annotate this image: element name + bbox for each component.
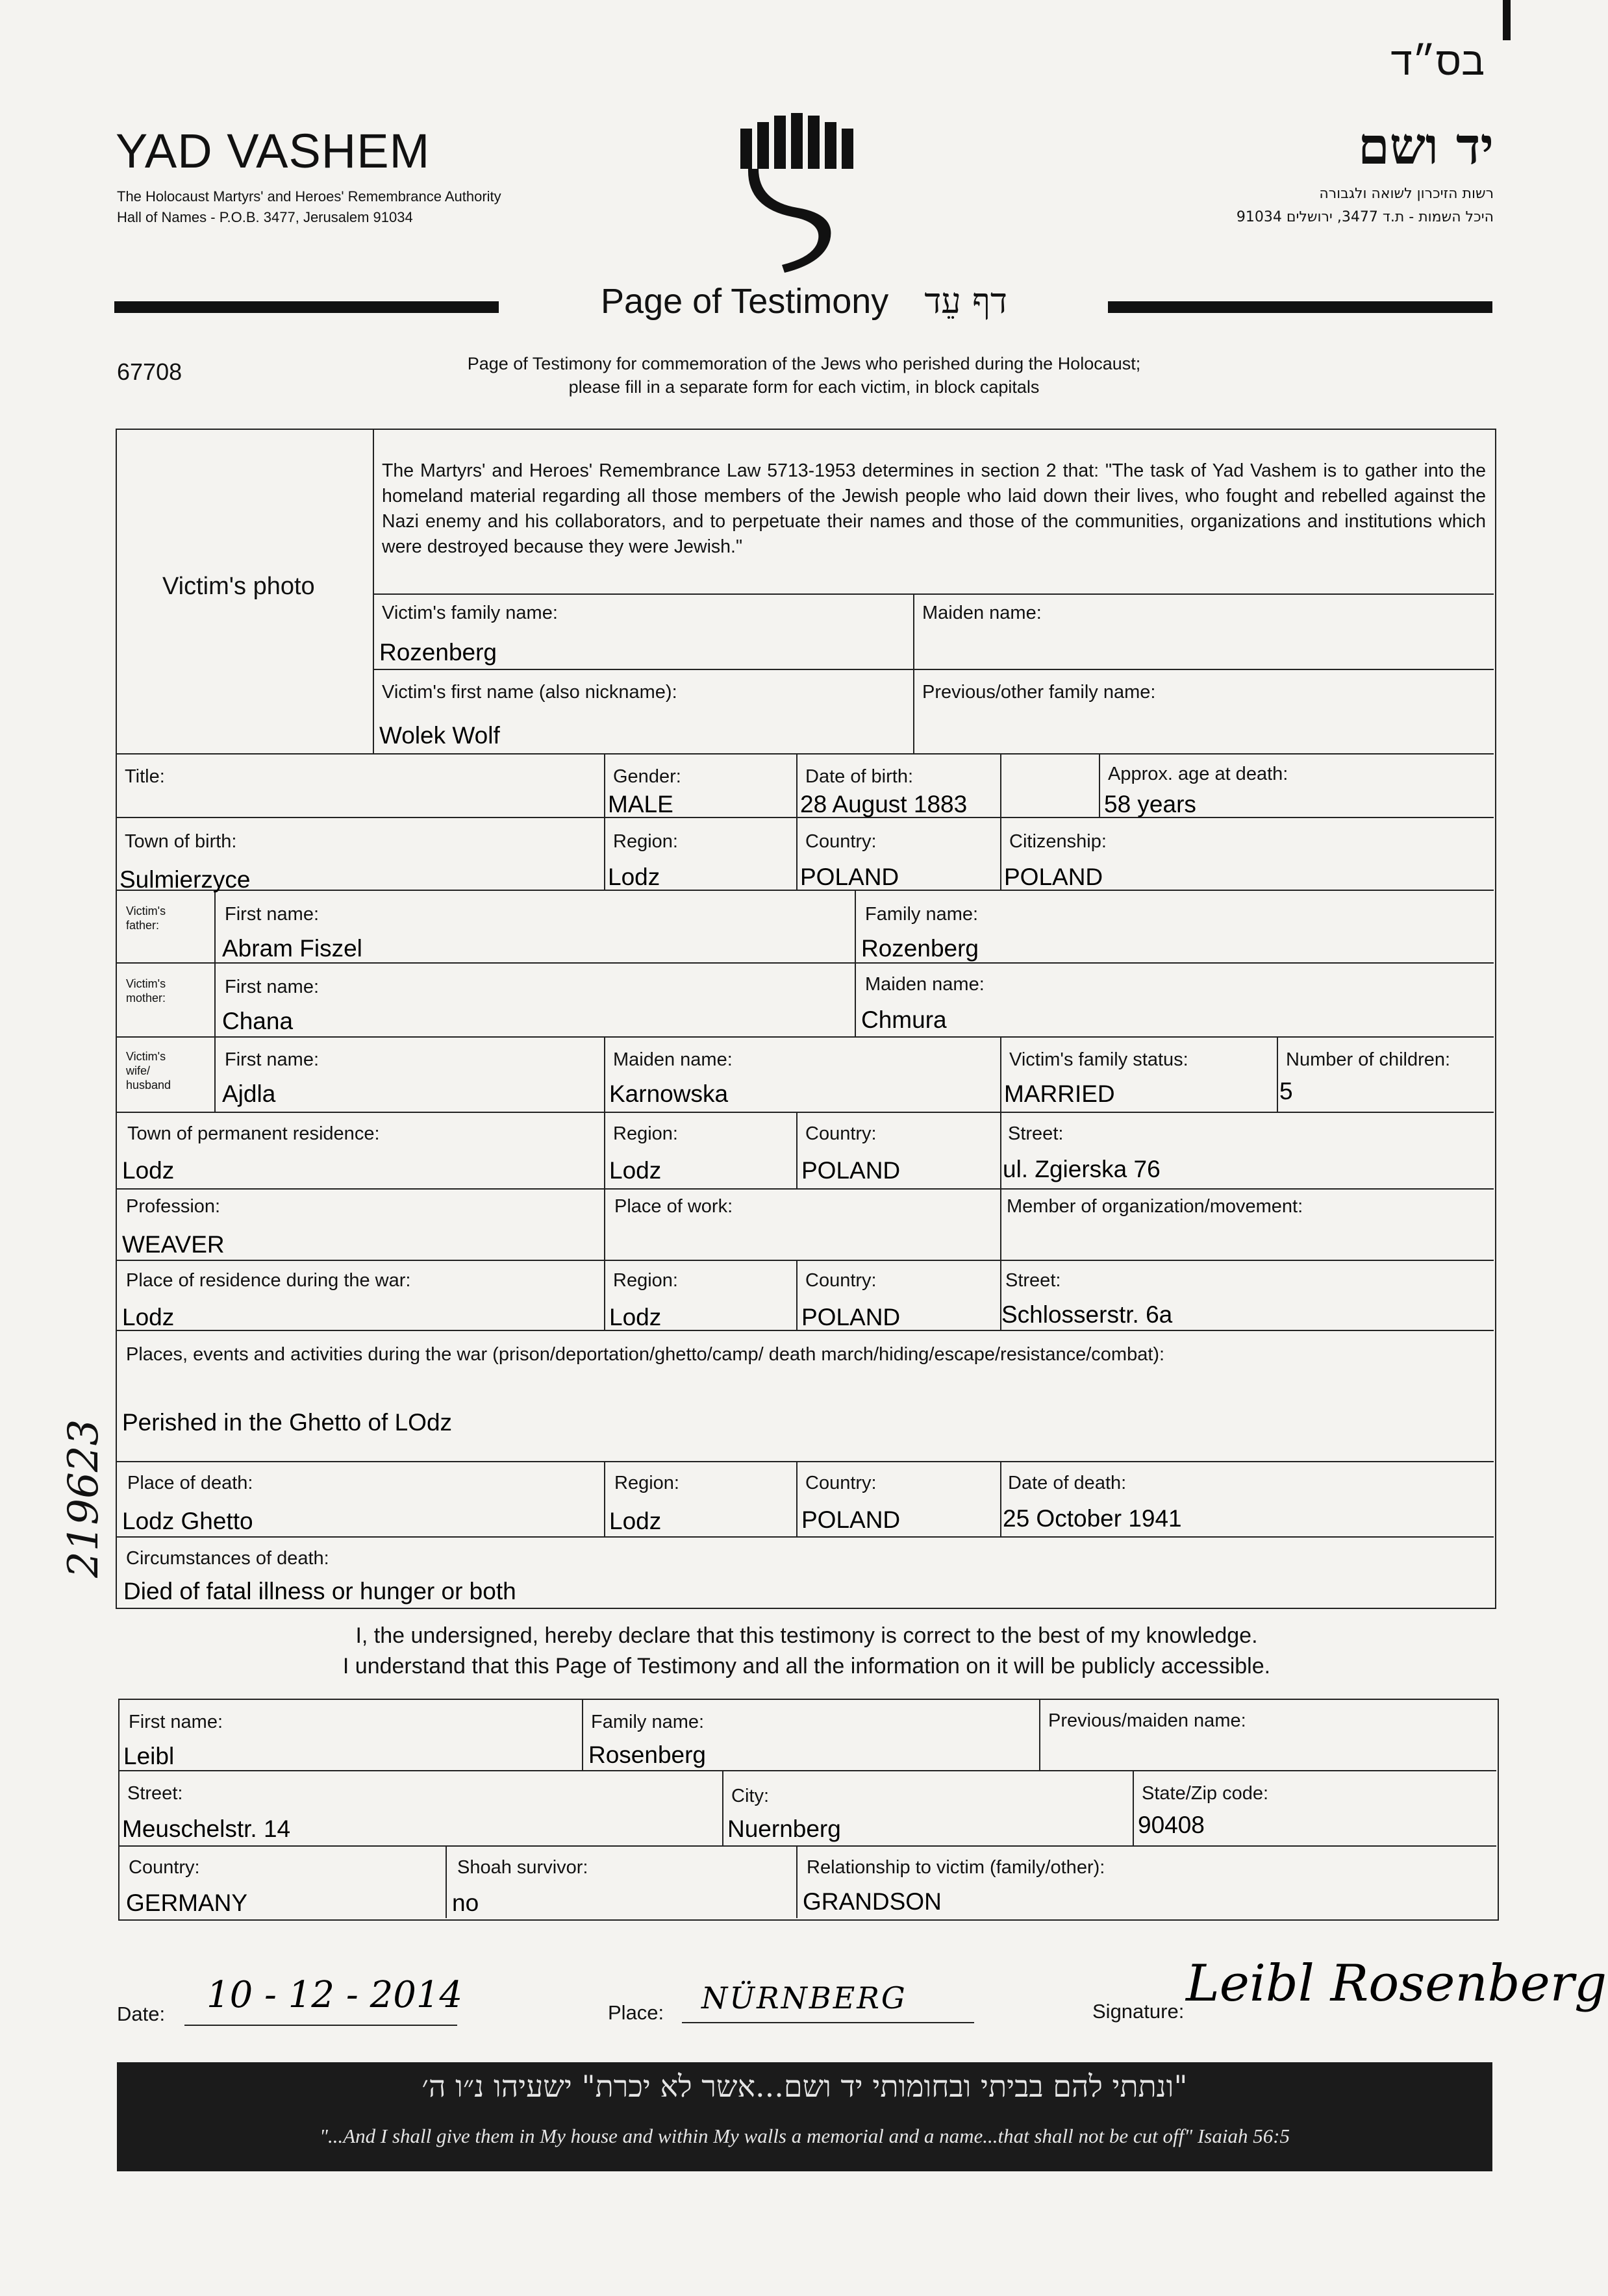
war-events-text: Perished in the Ghetto of LOdz (122, 1409, 453, 1436)
town-of-birth: Sulmierzyce (119, 866, 251, 893)
number-of-children-label: Number of children: (1286, 1049, 1451, 1070)
residence-region: Lodz (609, 1157, 662, 1184)
org-subtitle-hebrew: רשות הזיכרון לשואה ולגבורה (1319, 186, 1494, 202)
signature-label: Signature: (1092, 2000, 1185, 2023)
father-side-label: Victim's father: (126, 905, 166, 932)
signature: Leibl Rosenberg (1186, 1954, 1607, 2013)
victim-photo-label: Victim's photo (162, 573, 315, 600)
spouse-maiden-name-label: Maiden name: (613, 1049, 733, 1070)
submitter-table (118, 1699, 1499, 1921)
age-at-death-label: Approx. age at death: (1108, 764, 1288, 784)
maiden-name-label: Maiden name: (922, 603, 1042, 623)
intro-line-2: please fill in a separate form for each victim, in block capitals (568, 377, 1040, 397)
mother-side-label: Victim's mother: (126, 977, 166, 1004)
death-region-label: Region: (614, 1473, 679, 1493)
birth-country: POLAND (800, 864, 899, 890)
submitter-city: Nuernberg (727, 1816, 841, 1842)
corner-ink-mark (1503, 0, 1511, 40)
page-title (0, 281, 1608, 321)
place-of-death: Lodz Ghetto (122, 1508, 253, 1534)
title-label: Title: (125, 766, 165, 787)
town-of-birth-label: Town of birth: (125, 831, 237, 852)
death-country-label: Country: (805, 1473, 877, 1493)
residence-street: ul. Zgierska 76 (1003, 1156, 1161, 1182)
birth-region: Lodz (608, 864, 660, 890)
place-of-work-label: Place of work: (614, 1196, 733, 1217)
permanent-residence-label: Town of permanent residence: (127, 1123, 380, 1144)
relationship: GRANDSON (803, 1888, 942, 1915)
submitter-country-label: Country: (129, 1857, 200, 1878)
org-subtitle: The Holocaust Martyrs' and Heroes' Remembrance Authority (117, 188, 501, 205)
gender-value: MALE (608, 791, 673, 817)
war-country-label: Country: (805, 1270, 877, 1291)
citizenship-label: Citizenship: (1009, 831, 1107, 852)
date-of-death-label: Date of death: (1008, 1473, 1127, 1493)
submitter-family-name: Rosenberg (588, 1741, 707, 1768)
war-street: Schlosserstr. 6a (1001, 1301, 1173, 1328)
place-label: Place: (608, 2001, 664, 2024)
submitter-family-name-label: Family name: (591, 1712, 705, 1732)
form-number: 67708 (117, 358, 182, 385)
submitter-country: GERMANY (126, 1890, 248, 1916)
signed-date: 10 - 12 - 2014 (207, 1974, 463, 2016)
war-region-label: Region: (613, 1270, 678, 1291)
victim-first-name: Wolek Wolf (379, 722, 500, 749)
submitter-previous-name-label: Previous/maiden name: (1048, 1710, 1246, 1731)
residence-country: POLAND (801, 1157, 901, 1184)
remembrance-law-text: The Martyrs' and Heroes' Remembrance Law 5713-1953 determines in section 2 that: "The task of Yad Vashem is to gather into the homeland material regarding all those members of the Jewish people who laid down their lives, who fought and rebelled against the Nazi enemy and his collaborators, and to perpetuate their names and those of the communities, organizations and institutions which were destroyed because they were Jewish." (382, 460, 1486, 557)
submitter-street-label: Street: (127, 1783, 183, 1804)
side-handwritten-number: 219623 (60, 1419, 108, 1578)
yad-vashem-logo-icon (733, 110, 862, 282)
father-first-name-label: First name: (225, 904, 320, 925)
profession-label: Profession: (126, 1196, 221, 1217)
residence-region-label: Region: (613, 1123, 678, 1144)
submitter-zip-label: State/Zip code: (1142, 1783, 1269, 1804)
birth-country-label: Country: (805, 831, 877, 852)
date-of-birth: 28 August 1883 (800, 791, 968, 817)
previous-family-name-label: Previous/other family name: (922, 682, 1156, 703)
number-of-children: 5 (1279, 1078, 1293, 1104)
mother-first-name-label: First name: (225, 977, 320, 997)
war-region: Lodz (609, 1304, 662, 1330)
footer-hebrew-quote: "ונתתי להם בביתי ובחומותי יד ושם...אשר לא יכרת" ישעיהו נ״ו ה׳ (421, 2069, 1188, 2104)
family-status: MARRIED (1004, 1080, 1115, 1107)
residence-country-label: Country: (805, 1123, 877, 1144)
date-of-birth-label: Date of birth: (805, 766, 914, 787)
war-residence-place: Lodz (122, 1304, 175, 1330)
age-at-death: 58 years (1104, 791, 1196, 817)
spouse-first-name: Ajdla (222, 1080, 276, 1107)
submitter-zip: 90408 (1138, 1812, 1205, 1838)
corner-mark: בס״ד (1390, 40, 1485, 83)
father-family-name: Rozenberg (861, 935, 979, 962)
residence-street-label: Street: (1008, 1123, 1064, 1144)
war-street-label: Street: (1005, 1270, 1061, 1291)
date-of-death: 25 October 1941 (1003, 1505, 1182, 1532)
victim-family-name-label: Victim's family name: (382, 603, 558, 623)
circumstances-label: Circumstances of death: (126, 1548, 329, 1569)
shoah-survivor-label: Shoah survivor: (457, 1857, 588, 1878)
mother-maiden-name-label: Maiden name: (865, 974, 985, 995)
declaration-line-1: I, the undersigned, hereby declare that this testimony is correct to the best of my knowledge. (355, 1623, 1258, 1648)
citizenship: POLAND (1004, 864, 1103, 890)
relationship-label: Relationship to victim (family/other): (807, 1857, 1105, 1878)
shoah-survivor: no (452, 1890, 479, 1916)
mother-first-name: Chana (222, 1008, 294, 1034)
org-name: YAD VASHEM (116, 124, 431, 178)
victim-family-name: Rozenberg (379, 639, 497, 666)
footer-banner (117, 2062, 1492, 2171)
org-address: Hall of Names - P.O.B. 3477, Jerusalem 91034 (117, 209, 413, 225)
page-title-hebrew: דף עֵד (924, 281, 1007, 321)
mother-maiden-name: Chmura (861, 1006, 947, 1033)
spouse-first-name-label: First name: (225, 1049, 320, 1070)
war-events-label: Places, events and activities during the war (prison/deportation/ghetto/camp/ death march/hiding/escape/resistance/combat): (126, 1344, 1165, 1365)
declaration-line-2: I understand that this Page of Testimony and all the information on it will be publicly accessible. (342, 1654, 1271, 1678)
signed-place: NÜRNBERG (701, 1980, 907, 2015)
war-country: POLAND (801, 1304, 901, 1330)
death-country: POLAND (801, 1506, 901, 1533)
family-status-label: Victim's family status: (1009, 1049, 1188, 1070)
spouse-maiden-name: Karnowska (609, 1080, 729, 1107)
footer-english-quote: "...And I shall give them in My house and within My walls a memorial and a name...that shall not be cut off" Isaiah 56:5 (319, 2125, 1290, 2147)
profession: WEAVER (122, 1231, 225, 1258)
father-first-name: Abram Fiszel (222, 935, 362, 962)
death-region: Lodz (609, 1508, 662, 1534)
org-name-hebrew: יד ושם (1358, 117, 1494, 176)
gender-label: Gender: (613, 766, 681, 787)
submitter-first-name: Leibl (123, 1743, 175, 1769)
permanent-residence-town: Lodz (122, 1157, 175, 1184)
date-label: Date: (117, 2003, 166, 2025)
organization-label: Member of organization/movement: (1007, 1196, 1303, 1217)
spouse-side-label: Victim's wife/ husband (126, 1050, 171, 1092)
circumstances-of-death: Died of fatal illness or hunger or both (123, 1578, 516, 1604)
victim-first-name-label: Victim's first name (also nickname): (382, 682, 677, 703)
father-family-name-label: Family name: (865, 904, 979, 925)
submitter-first-name-label: First name: (129, 1712, 223, 1732)
org-address-hebrew: היכל השמות - ת.ד 3477, ירושלים 91034 (1236, 209, 1494, 225)
war-residence-label: Place of residence during the war: (126, 1270, 411, 1291)
place-of-death-label: Place of death: (127, 1473, 253, 1493)
birth-region-label: Region: (613, 831, 678, 852)
submitter-city-label: City: (731, 1786, 769, 1806)
submitter-street: Meuschelstr. 14 (122, 1816, 291, 1842)
intro-line-1: Page of Testimony for commemoration of the Jews who perished during the Holocaust; (467, 354, 1141, 373)
page-title-english: Page of Testimony (601, 282, 889, 321)
